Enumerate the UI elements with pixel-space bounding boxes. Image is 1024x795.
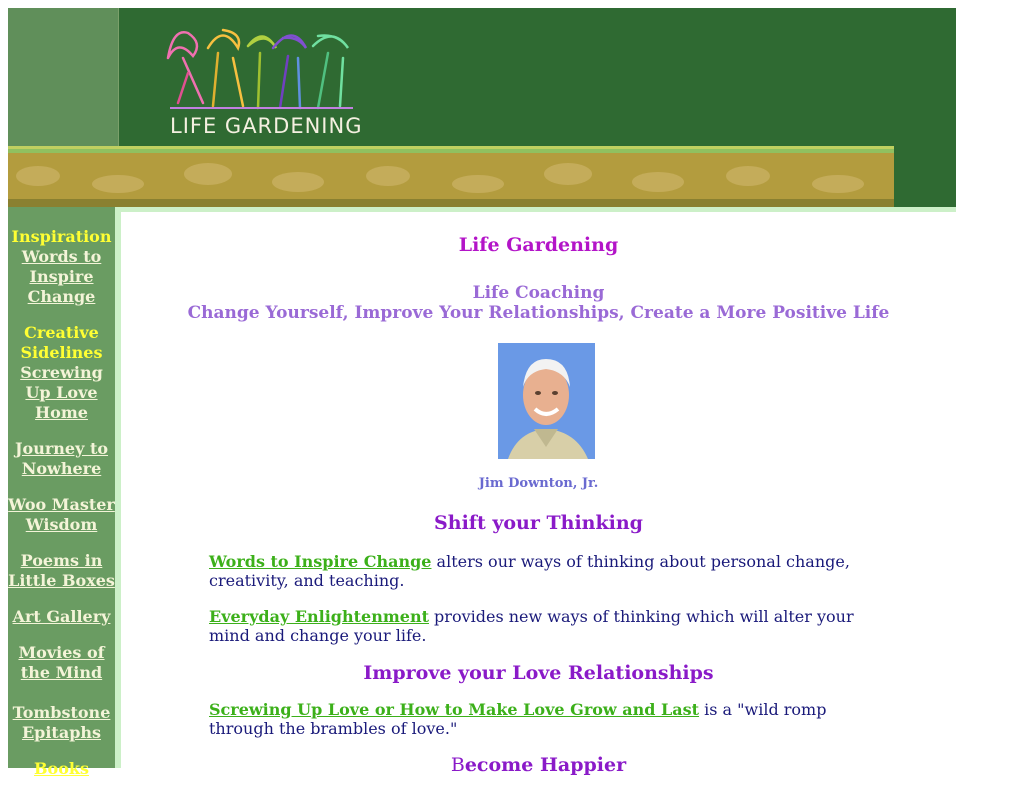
sidebar-link-woo-master-wisdom[interactable]: Woo Master Wisdom	[8, 495, 115, 534]
sidebar-link-art-gallery[interactable]: Art Gallery	[12, 607, 111, 626]
section-heading-become-happier	[121, 754, 956, 776]
paragraph-text: provides new ways of thinking which will alter your mind and change your life.	[209, 607, 854, 645]
paragraph-text: alters our ways of thinking about personal change, creativity, and teaching.	[209, 552, 850, 590]
sidebar-link-movies[interactable]: Movies of the Mind	[18, 643, 105, 682]
sidebar-link-screwing-up-love[interactable]: Screwing Up Love Home	[20, 363, 103, 422]
sidebar-link-books[interactable]: Books	[34, 759, 89, 778]
sidebar-link-journey-to-nowhere[interactable]: Journey to Nowhere	[14, 439, 109, 478]
logo-text: LIFE GARDENING	[170, 114, 363, 138]
paragraph-everyday-enlightenment	[209, 607, 874, 645]
sidebar-heading-creative-sidelines: Creative Sidelines	[20, 323, 103, 362]
link-words-to-inspire-change[interactable]: Words to Inspire Change	[209, 552, 432, 571]
flowers-logo-icon	[148, 18, 373, 113]
portrait-image	[498, 343, 595, 459]
sidebar-heading-inspiration: Inspiration	[11, 227, 112, 246]
paragraph-screwing-up-love	[209, 700, 874, 738]
decorative-band	[8, 146, 894, 207]
link-screwing-up-love[interactable]: Screwing Up Love or How to Make Love Grow and Last	[209, 700, 700, 719]
subtitle	[121, 283, 956, 323]
subtitle-line-1: Life Coaching	[472, 283, 605, 303]
heading-first-letter: B	[450, 754, 465, 776]
paragraph-text: is a "wild romp through the brambles of love."	[209, 700, 827, 738]
page-title: Life Gardening	[458, 234, 619, 256]
band-pattern-icon	[8, 146, 894, 207]
link-everyday-enlightenment[interactable]: Everyday Enlightenment	[209, 607, 429, 626]
heading-rest: ecome Happier	[464, 754, 627, 776]
section-heading-shift-thinking: Shift your Thinking	[434, 512, 643, 534]
main-content	[121, 212, 956, 776]
site-header	[8, 8, 956, 207]
sidebar-link-tombstone-epitaphs[interactable]: Tombstone Epitaphs	[12, 703, 111, 742]
portrait-caption: Jim Downton, Jr.	[478, 476, 599, 491]
subtitle-line-2: Change Yourself, Improve Your Relationships, Create a More Positive Life	[187, 303, 890, 323]
paragraph-words-to-inspire	[209, 552, 874, 590]
section-heading-love-relationships: Improve your Love Relationships	[363, 662, 714, 684]
header-divider	[118, 8, 119, 146]
site-logo[interactable]	[148, 18, 373, 143]
header-left-panel	[8, 8, 118, 146]
sidebar-link-words-to-inspire-change[interactable]: Words to Inspire Change	[21, 247, 102, 306]
page-frame	[8, 8, 956, 778]
sidebar-nav	[8, 207, 115, 778]
sidebar-link-poems[interactable]: Poems in Little Boxes	[8, 551, 115, 590]
